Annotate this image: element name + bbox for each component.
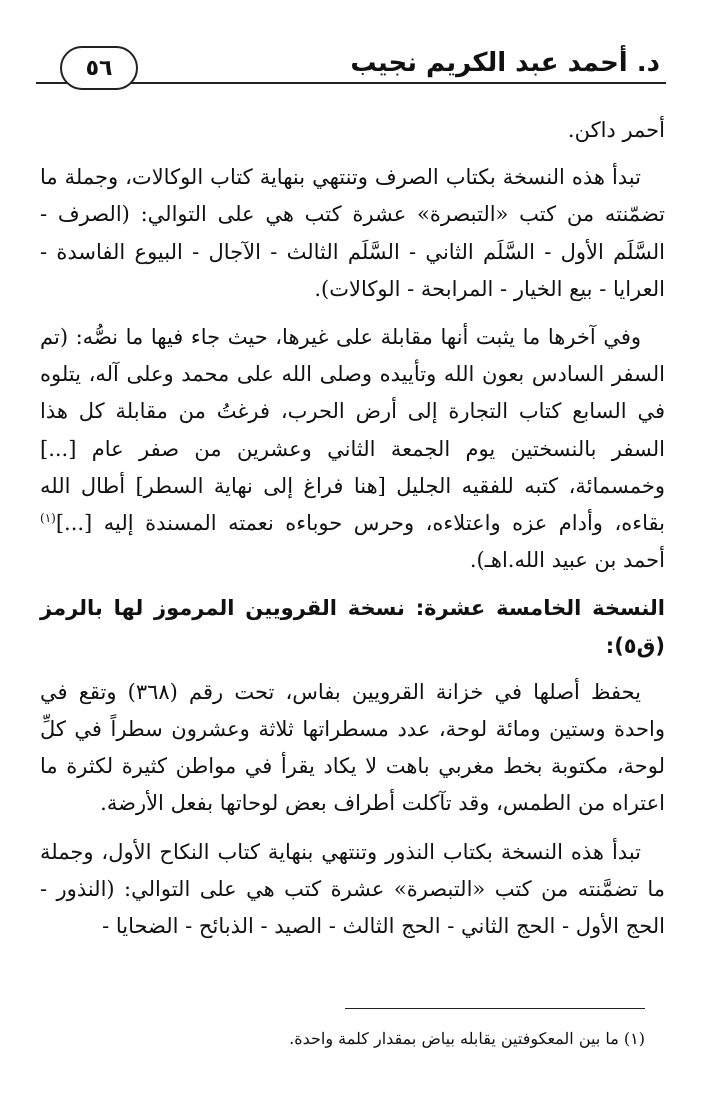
running-head-author: د. أحمد عبد الكريم نجيب — [350, 48, 660, 78]
paragraph-3 — [40, 319, 665, 579]
page-number: ٥٦ — [60, 46, 138, 90]
footnote-separator — [345, 1008, 645, 1009]
paragraph-3-text: وفي آخرها ما يثبت أنها مقابلة على غيرها، حيث جاء فيها ما نصُّه: (تم السفر السادس بعون الله وتأييده وصلى الله على محمد وعلى آله، يتلوه في السابع كتاب التجارة إلى أرض الحرب، فرغتُ من مقابلة كل هذا السفر بالنسختين يوم الجمعة الثاني وعشرين من صفر عام [...] وخمسمائة، كتبه للفقيه الجليل [هنا فراغ إلى نهاية السطر] أطال الله بقاءه، وأدام عزه واعتلاءه، وحرس حوباءه نعمته المسندة إليه [...] — [40, 325, 665, 536]
paragraph-1: أحمر داكن. — [567, 118, 665, 142]
paragraph-2: تبدأ هذه النسخة بكتاب الصرف وتنتهي بنهاية كتاب الوكالات، وجملة ما تضمّنته من كتب «التبصرة» عشرة كتب هي على التوالي: (الصرف - السَّلَم الأول - السَّلَم الثاني - السَّلَم الثالث - الآجال - البيوع الفاسدة - العرايا - بيع الخيار - المرابحة - الوكالات). — [40, 165, 665, 301]
footnote-reference: (١) — [40, 511, 56, 526]
page-header — [36, 44, 666, 90]
section-heading: النسخة الخامسة عشرة: نسخة القرويين المرموز لها بالرمز (ق٥): — [40, 596, 665, 658]
page-body — [40, 112, 665, 956]
paragraph-4: يحفظ أصلها في خزانة القرويين بفاس، تحت رقم (٣٦٨) وتقع في واحدة وستين ومائة لوحة، عدد مسطراتها ثلاثة وعشرون سطراً في كلِّ لوحة، مكتوبة بخط مغربي باهت لا يكاد يقرأ في مواطن كثيرة لكثرة ما اعتراه من الطمس، وقد تآكلت أطراف بعض لوحاتها بفعل الأرضة. — [40, 679, 665, 816]
footnote: (١) ما بين المعكوفتين يقابله بياض بمقدار كلمة واحدة. — [289, 1029, 645, 1048]
paragraph-5: تبدأ هذه النسخة بكتاب النذور وتنتهي بنهاية كتاب النكاح الأول، وجملة ما تضمَّنته من كتب «التبصرة» عشرة كتب هي على التوالي: (النذور - الحج الأول - الحج الثاني - الحج الثالث - الصيد - الذبائح - الضحايا - — [40, 839, 665, 939]
paragraph-3-end: أحمد بن عبيد الله.اهـ). — [469, 548, 665, 573]
